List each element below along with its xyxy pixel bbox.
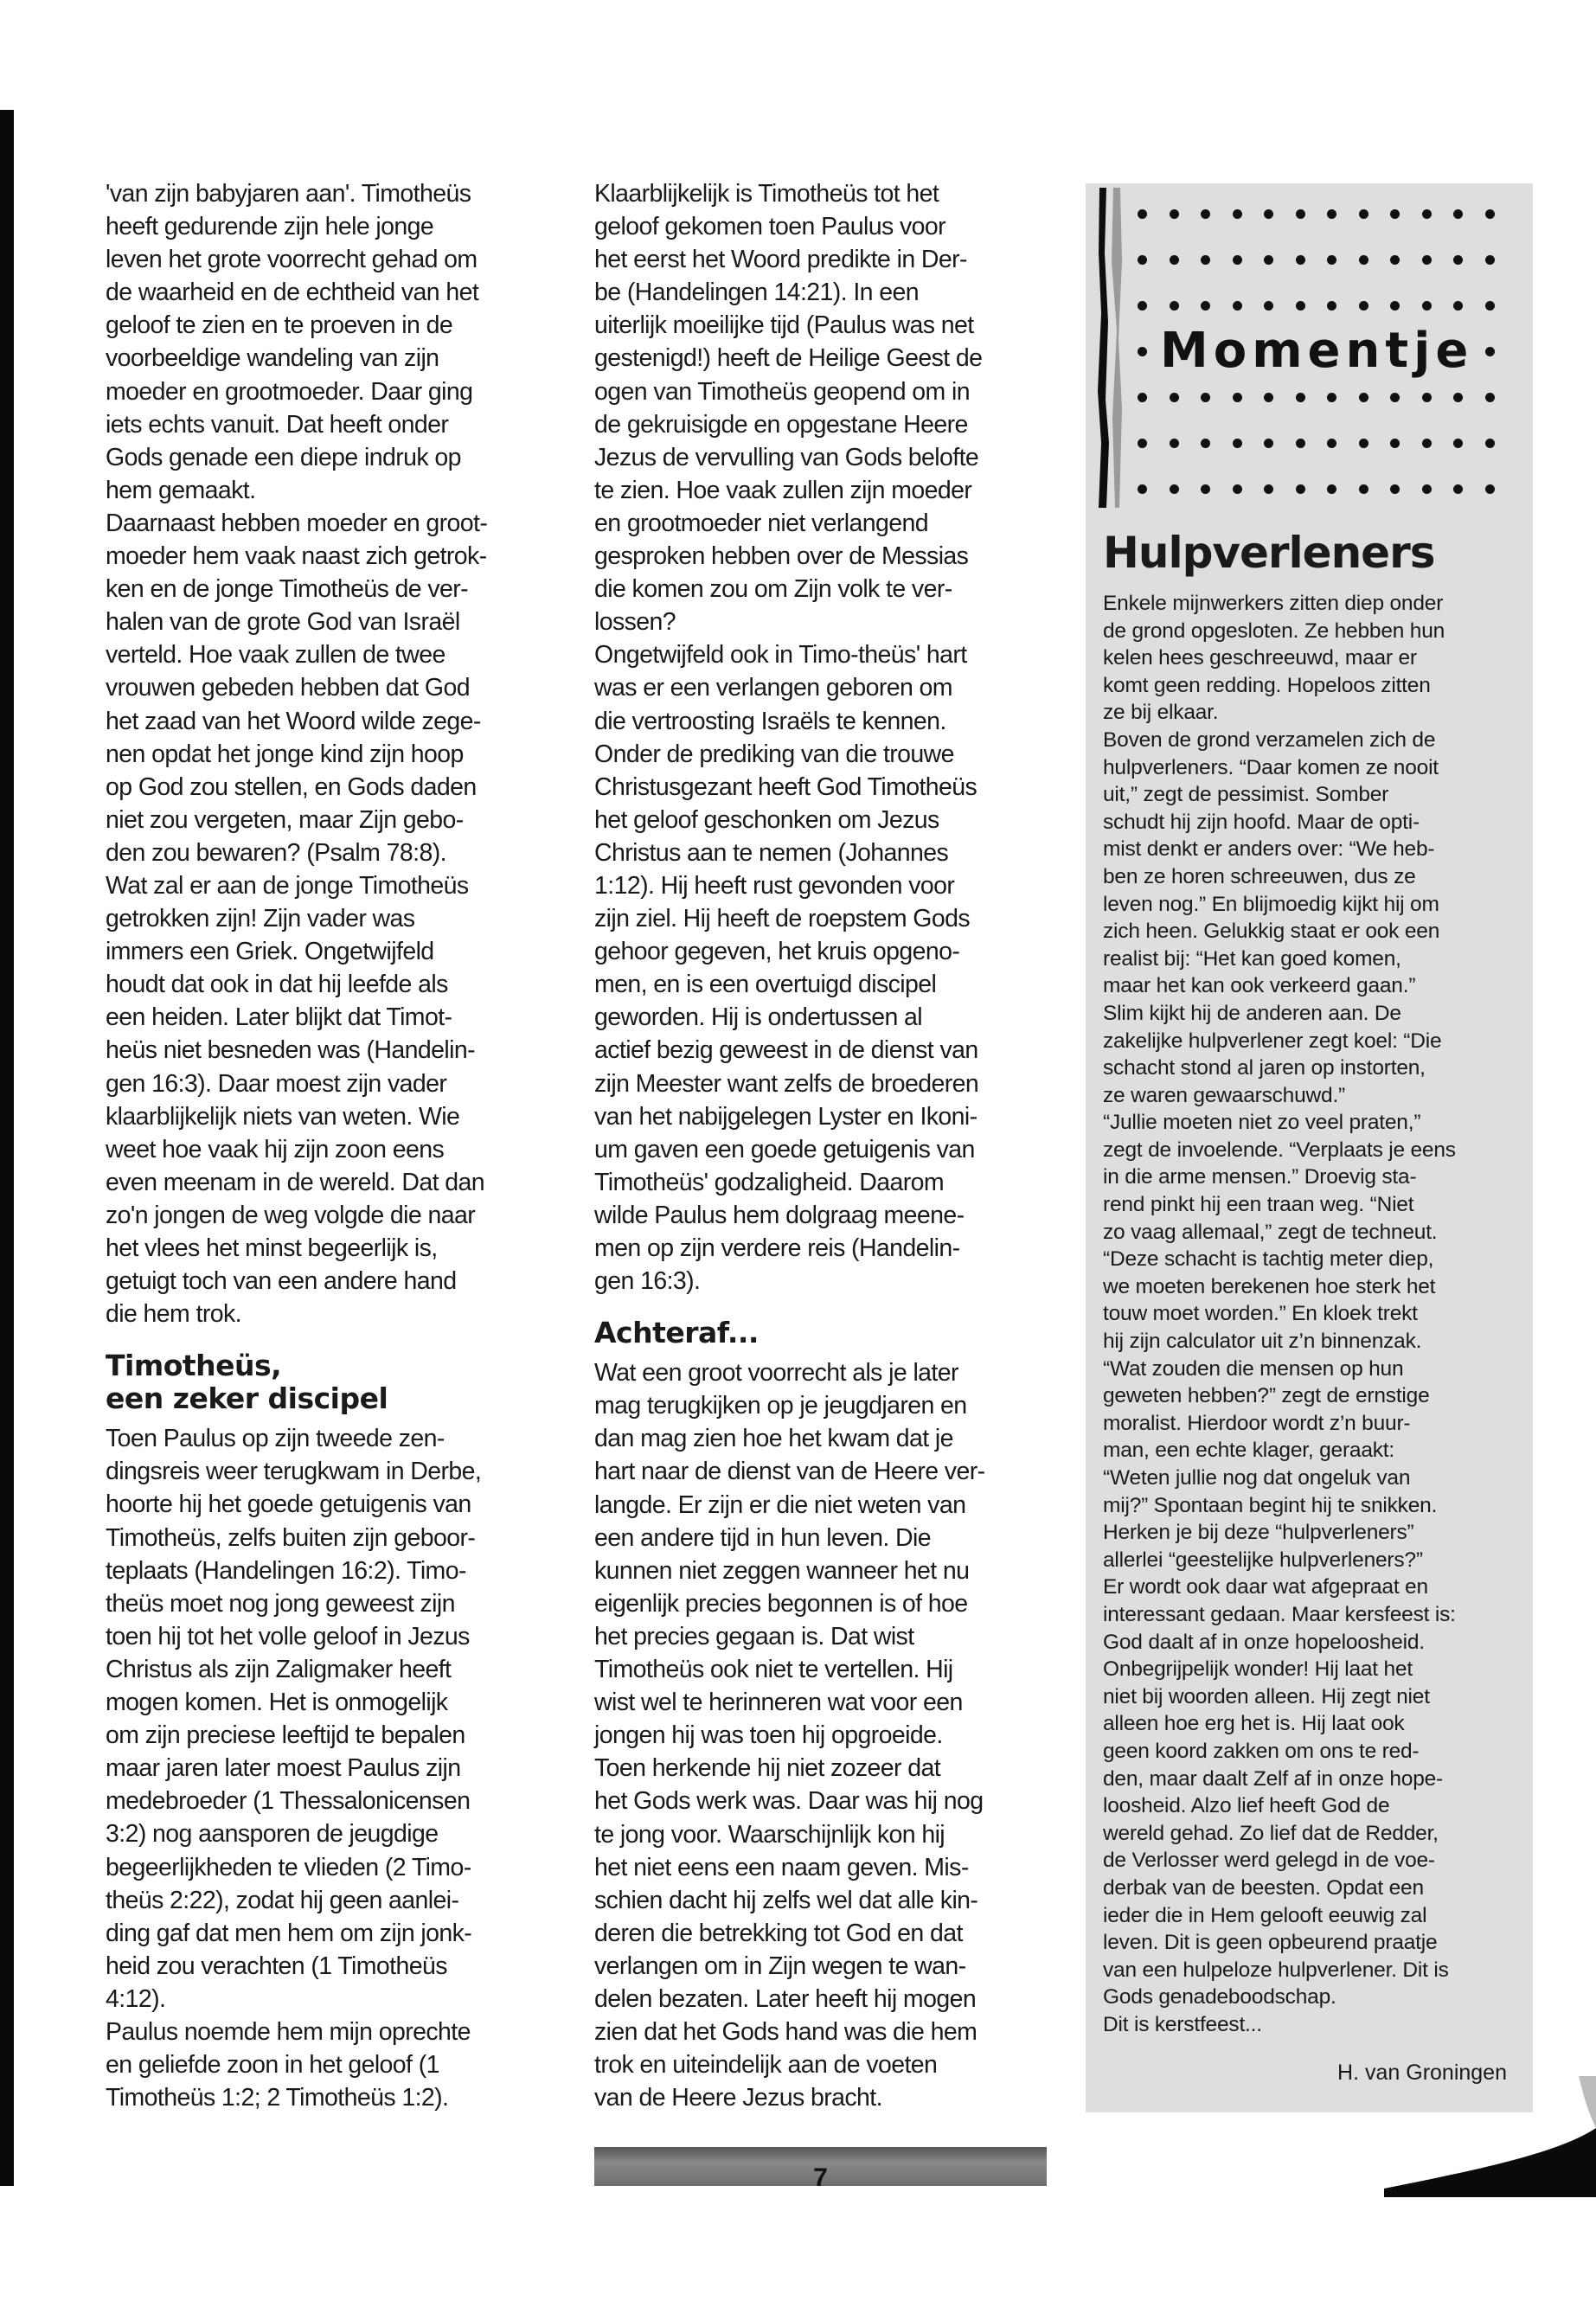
- text-line: langde. Er zijn er die niet weten van: [594, 1490, 966, 1519]
- sidebar-text-line: allerlei “geestelijke hulpverleners?”: [1103, 1548, 1423, 1572]
- dot: [1264, 301, 1273, 311]
- text-line: Toen Paulus op zijn tweede zen-: [106, 1425, 445, 1453]
- sidebar-text-line: “Wat zouden die mensen op hun: [1103, 1356, 1404, 1381]
- dot: [1359, 439, 1368, 448]
- text-line: te jong voor. Waarschijnlijk kon hij: [594, 1820, 945, 1849]
- dot: [1296, 301, 1305, 311]
- text-line: wist wel te herinneren wat voor een: [594, 1689, 963, 1717]
- dot: [1138, 301, 1147, 311]
- text-line: wilde Paulus hem dolgraag meene-: [594, 1201, 965, 1229]
- text-line: Daarnaast hebben moeder en groot-: [106, 509, 488, 537]
- text-line: dingsreis weer terugkwam in Derbe,: [106, 1458, 482, 1486]
- text-line: moeder hem vaak naast zich getrok-: [106, 542, 487, 571]
- text-line: men, en is een overtuigd discipel: [594, 971, 937, 999]
- sidebar-text-line: moralist. Hierdoor wordt z’n buur-: [1103, 1411, 1411, 1435]
- sidebar-text-line: schacht stond al jaren op instorten,: [1103, 1056, 1426, 1080]
- sidebar-text-line: hulpverleners. “Daar komen ze nooit: [1103, 755, 1439, 779]
- dot: [1422, 255, 1432, 265]
- dot: [1485, 301, 1495, 311]
- article-column-2: [594, 177, 1061, 2114]
- dot: [1138, 439, 1147, 448]
- text-line: houdt dat ook in dat hij leefde als: [106, 971, 448, 999]
- text-line: de gekruisigde en opgestane Heere: [594, 410, 968, 439]
- text-line: kunnen niet zeggen wanneer het nu: [594, 1556, 970, 1585]
- sidebar-text-line: Onbegrijpelijk wonder! Hij laat het: [1103, 1657, 1413, 1682]
- text-line: mogen komen. Het is onmogelijk: [106, 1689, 448, 1717]
- sidebar-text-line: geweten hebben?” zegt de ernstige: [1103, 1384, 1430, 1408]
- text-line: halen van de grote God van Israël: [106, 608, 460, 637]
- text-line: hoorte hij het goede getuigenis van: [106, 1490, 471, 1519]
- text-line: theüs 2:22), zodat hij geen aanlei-: [106, 1886, 459, 1914]
- sidebar-text-line: niet bij woorden alleen. Hij zegt niet: [1103, 1684, 1430, 1708]
- text-line: be (Handelingen 14:21). In een: [594, 279, 919, 307]
- text-line: niet zou vergeten, maar Zijn gebo-: [106, 805, 464, 834]
- dot: [1233, 255, 1242, 265]
- dot: [1327, 301, 1336, 311]
- text-line: was er een verlangen geboren om: [594, 674, 952, 702]
- scan-edge-bar: [0, 110, 14, 2186]
- text-line: ding gaf dat men hem om zijn jonk-: [106, 1919, 472, 1947]
- sidebar-text-line: leven nog.” En blijmoedig kijkt hij om: [1103, 892, 1439, 916]
- sidebar-text-line: mist denkt er anders over: “We heb-: [1103, 837, 1435, 862]
- text-line: um gaven een goede getuigenis van: [594, 1135, 975, 1163]
- dot: [1422, 209, 1432, 219]
- text-line: Wat zal er aan de jonge Timotheüs: [106, 871, 469, 900]
- text-line: Jezus de vervulling van Gods belofte: [594, 443, 979, 471]
- text-line: Christus als zijn Zaligmaker heeft: [106, 1655, 452, 1683]
- text-line: hem gemaakt.: [106, 476, 256, 504]
- dot: [1359, 301, 1368, 311]
- text-line: geloof gekomen toen Paulus voor: [594, 213, 946, 241]
- text-line: die komen zou om Zijn volk te ver-: [594, 575, 952, 604]
- sidebar-text-line: den, maar daalt Zelf af in onze hope-: [1103, 1766, 1444, 1791]
- sidebar-text-line: Er wordt ook daar wat afgepraat en: [1103, 1575, 1428, 1599]
- sidebar-text-line: Herken je bij deze “hulpverleners”: [1103, 1521, 1414, 1545]
- sidebar-text-line: ze bij elkaar.: [1103, 701, 1219, 725]
- dot: [1390, 255, 1400, 265]
- text-line: moeder en grootmoeder. Daar ging: [106, 377, 473, 406]
- dot: [1170, 439, 1179, 448]
- brush-stroke-icon: [1096, 183, 1131, 512]
- text-line: zien dat het Gods hand was die hem: [594, 2018, 977, 2047]
- sidebar-text-line: Slim kijkt hij de anderen aan. De: [1103, 1001, 1401, 1025]
- sidebar-text-line: interessant gedaan. Maar kersfeest is:: [1103, 1602, 1456, 1626]
- sidebar-text-line: zegt de invoelende. “Verplaats je eens: [1103, 1138, 1456, 1162]
- dot: [1233, 209, 1242, 219]
- text-line: de waarheid en de echtheid van het: [106, 279, 479, 307]
- sidebar-text-line: mij?” Spontaan begint hij te snikken.: [1103, 1493, 1438, 1517]
- text-line: het eerst het Woord predikte in Der-: [594, 246, 967, 274]
- sidebar-body: [1103, 590, 1456, 2038]
- text-line: lossen?: [594, 608, 676, 637]
- text-line: het vlees het minst begeerlijk is,: [106, 1234, 438, 1262]
- dot: [1359, 255, 1368, 265]
- dot: [1233, 439, 1242, 448]
- dot: [1485, 439, 1495, 448]
- sidebar-text-line: in die arme mensen.” Droevig sta-: [1103, 1165, 1417, 1189]
- author: H. van Groningen: [1337, 2061, 1507, 2085]
- text-line: heüs niet besneden was (Handelin-: [106, 1036, 475, 1065]
- dot: [1201, 393, 1210, 402]
- text-line: zijn ziel. Hij heeft de roepstem Gods: [594, 905, 971, 933]
- dot: [1485, 255, 1495, 265]
- sidebar-text-line: schudt hij zijn hoofd. Maar de opti-: [1103, 810, 1420, 834]
- sidebar-text-line: “Weten jullie nog dat ongeluk van: [1103, 1466, 1411, 1490]
- dot: [1264, 209, 1273, 219]
- sidebar-text-line: Boven de grond verzamelen zich de: [1103, 727, 1436, 752]
- text-line: het niet eens een naam geven. Mis-: [594, 1853, 969, 1881]
- dot: [1138, 484, 1147, 494]
- text-line: Gods genade een diepe indruk op: [106, 443, 461, 471]
- sidebar-text-line: zo vaag allemaal,” zegt de techneut.: [1103, 1220, 1438, 1244]
- dot: [1390, 393, 1400, 402]
- dot: [1327, 439, 1336, 448]
- text-line: en geliefde zoon in het geloof (1: [106, 2051, 439, 2080]
- sidebar-text-line: ze waren gewaarschuwd.”: [1103, 1083, 1346, 1107]
- text-line: een andere tijd in hun leven. Die: [594, 1523, 931, 1552]
- text-line: gehoor gegeven, het kruis opgeno-: [594, 938, 960, 966]
- dot: [1201, 439, 1210, 448]
- sidebar-text-line: uit,” zegt de pessimist. Somber: [1103, 783, 1389, 807]
- dot: [1233, 484, 1242, 494]
- text-line: Timotheüs ook niet te vertellen. Hij: [594, 1656, 953, 1684]
- text-line: 3:2) nog aansporen de jeugdige: [106, 1820, 439, 1849]
- dot: [1327, 209, 1336, 219]
- text-line: Ongetwijfeld ook in Timo-theüs' hart: [594, 641, 967, 670]
- text-line: heeft gedurende zijn hele jonge: [106, 213, 434, 241]
- dot: [1390, 301, 1400, 311]
- sidebar-text-line: “Deze schacht is tachtig meter diep,: [1103, 1247, 1434, 1272]
- section-heading: Timotheüs,: [106, 1349, 282, 1383]
- dot: [1201, 301, 1210, 311]
- dot: [1485, 393, 1495, 402]
- text-line: voorbeeldige wandeling van zijn: [106, 344, 439, 373]
- sidebar-text-line: komt geen redding. Hopeloos zitten: [1103, 673, 1431, 697]
- sidebar-text-line: man, een echte klager, geraakt:: [1103, 1439, 1395, 1463]
- sidebar-text-line: maar het kan ook verkeerd gaan.”: [1103, 974, 1416, 998]
- text-line: getrokken zijn! Zijn vader was: [106, 905, 415, 933]
- sidebar-text-line: Gods genadeboodschap.: [1103, 1985, 1336, 2009]
- text-line: een heiden. Later blijkt dat Timot-: [106, 1003, 452, 1032]
- text-line: zijn Meester want zelfs de broederen: [594, 1069, 979, 1098]
- text-line: getuigt toch van een andere hand: [106, 1267, 457, 1296]
- page-curl-shadow: [1280, 2076, 1596, 2197]
- dot: [1296, 484, 1305, 494]
- dot: [1390, 209, 1400, 219]
- dot: [1170, 255, 1179, 265]
- text-line: nen opdat het jonge kind zijn hoop: [106, 740, 464, 768]
- text-line: Klaarblijkelijk is Timotheüs tot het: [594, 180, 939, 208]
- text-line: het zaad van het Woord wilde zege-: [106, 707, 481, 735]
- dot: [1327, 393, 1336, 402]
- dot: [1264, 255, 1273, 265]
- text-line: die hem trok.: [106, 1300, 241, 1329]
- sidebar-text-line: derbak van de beesten. Opdat een: [1103, 1875, 1424, 1900]
- sidebar-text-line: wereld gehad. Zo lief dat de Redder,: [1103, 1821, 1439, 1845]
- text-line: 'van zijn babyjaren aan'. Timotheüs: [106, 180, 471, 208]
- text-line: iets echts vanuit. Dat heeft onder: [106, 410, 449, 439]
- text-line: schien dacht hij zelfs wel dat alle kin-: [594, 1886, 978, 1914]
- text-line: Timotheüs 1:2; 2 Timotheüs 1:2).: [106, 2084, 449, 2112]
- dot: [1485, 209, 1495, 219]
- dot: [1138, 393, 1147, 402]
- sidebar-text-line: geen koord zakken om ons te red-: [1103, 1739, 1420, 1763]
- section-kicker: Momentje: [1155, 324, 1478, 379]
- article-column-1: [106, 177, 573, 2114]
- section-heading: Achteraf...: [594, 1316, 759, 1350]
- text-line: zo'n jongen de weg volgde die naar: [106, 1201, 476, 1229]
- text-line: 1:12). Hij heeft rust gevonden voor: [594, 871, 955, 900]
- text-line: even meenam in de wereld. Dat dan: [106, 1168, 485, 1196]
- section-heading: een zeker discipel: [106, 1381, 388, 1416]
- dot: [1138, 209, 1147, 219]
- dot: [1138, 255, 1147, 265]
- text-line: toen hij tot het volle geloof in Jezus: [106, 1622, 470, 1650]
- dot: [1453, 439, 1463, 448]
- text-line: begeerlijkheden te vlieden (2 Timo-: [106, 1853, 471, 1881]
- text-line: medebroeder (1 Thessalonicensen: [106, 1787, 471, 1816]
- dot: [1296, 439, 1305, 448]
- dot: [1264, 439, 1273, 448]
- text-line: van het nabijgelegen Lyster en Ikoni-: [594, 1102, 977, 1131]
- sidebar-text-line: de grond opgesloten. Ze hebben hun: [1103, 619, 1445, 643]
- text-line: verlangen om in Zijn wegen te wan-: [594, 1952, 966, 1980]
- dot: [1264, 484, 1273, 494]
- text-line: heid zou verachten (1 Timotheüs: [106, 1952, 447, 1980]
- text-line: eigenlijk precies begonnen is of hoe: [594, 1589, 968, 1618]
- dot: [1296, 255, 1305, 265]
- sidebar-text-line: hij zijn calculator uit z’n binnenzak.: [1103, 1330, 1422, 1354]
- text-line: te zien. Hoe vaak zullen zijn moeder: [594, 476, 972, 504]
- sidebar-text-line: we moeten berekenen hoe sterk het: [1103, 1274, 1436, 1298]
- text-line: klaarblijkelijk niets van weten. Wie: [106, 1102, 460, 1131]
- text-line: jongen hij was toen hij opgroeide.: [594, 1721, 943, 1750]
- sidebar-text-line: “Jullie moeten niet zo veel praten,”: [1103, 1111, 1421, 1135]
- text-line: die vertroosting Israëls te kennen.: [594, 707, 946, 735]
- dot: [1390, 439, 1400, 448]
- dot: [1453, 255, 1463, 265]
- text-line: het geloof geschonken om Jezus: [594, 805, 939, 834]
- text-line: theüs moet nog jong geweest zijn: [106, 1589, 455, 1618]
- dot: [1233, 393, 1242, 402]
- sidebar-text-line: Enkele mijnwerkers zitten diep onder: [1103, 592, 1444, 615]
- sidebar-text-line: leven. Dit is geen opbeurend praatje: [1103, 1931, 1438, 1955]
- text-line: den zou bewaren? (Psalm 78:8).: [106, 838, 446, 867]
- text-line: verteld. Hoe vaak zullen de twee: [106, 641, 445, 670]
- text-line: mag terugkijken op je jeugdjaren en: [594, 1392, 967, 1420]
- dot: [1170, 393, 1179, 402]
- text-line: leven het grote voorrecht gehad om: [106, 246, 478, 274]
- text-line: en grootmoeder niet verlangend: [594, 509, 929, 537]
- dot: [1453, 301, 1463, 311]
- dot: [1359, 209, 1368, 219]
- text-line: gesproken hebben over de Messias: [594, 542, 969, 571]
- text-line: uiterlijk moeilijke tijd (Paulus was net: [594, 311, 974, 340]
- text-line: immers een Griek. Ongetwijfeld: [106, 938, 434, 966]
- text-line: van de Heere Jezus bracht.: [594, 2084, 882, 2112]
- text-line: Timotheüs, zelfs buiten zijn geboor-: [106, 1523, 476, 1552]
- dot: [1390, 484, 1400, 494]
- dot: [1201, 255, 1210, 265]
- sidebar-title: Hulpverleners: [1103, 528, 1435, 578]
- sidebar-text-line: zakelijke hulpverlener zegt koel: “Die: [1103, 1029, 1442, 1053]
- sidebar-text-line: ieder die in Hem gelooft eeuwig zal: [1103, 1903, 1427, 1927]
- text-line: Toen herkende hij niet zozeer dat: [594, 1754, 941, 1783]
- text-line: ken en de jonge Timotheüs de ver-: [106, 575, 469, 604]
- text-line: geworden. Hij is ondertussen al: [594, 1003, 923, 1032]
- sidebar-text-line: God daalt af in onze hopeloosheid.: [1103, 1630, 1425, 1654]
- text-line: geloof te zien en te proeven in de: [106, 311, 453, 340]
- sidebar-text-line: loosheid. Alzo lief heeft God de: [1103, 1794, 1390, 1818]
- sidebar-text-line: alleen hoe erg het is. Hij laat ook: [1103, 1712, 1405, 1736]
- dot: [1264, 393, 1273, 402]
- dot: [1327, 484, 1336, 494]
- dot: [1296, 393, 1305, 402]
- dot: [1170, 301, 1179, 311]
- dot: [1138, 347, 1147, 356]
- text-line: vrouwen gebeden hebben dat God: [106, 674, 470, 702]
- sidebar-text-line: ben ze horen schreeuwen, dus ze: [1103, 864, 1416, 888]
- text-line: dan mag zien hoe het kwam dat je: [594, 1425, 953, 1453]
- sidebar-text-line: realist bij: “Het kan goed komen,: [1103, 946, 1401, 971]
- text-line: hart naar de dienst van de Heere ver-: [594, 1458, 985, 1486]
- dot: [1359, 393, 1368, 402]
- dot: [1359, 484, 1368, 494]
- page-number: 7: [813, 2163, 828, 2186]
- dot: [1453, 393, 1463, 402]
- sidebar-text-line: van een hulpeloze hulpverlener. Dit is: [1103, 1958, 1449, 1982]
- dot: [1233, 301, 1242, 311]
- dot: [1422, 439, 1432, 448]
- text-line: Wat een groot voorrecht als je later: [594, 1359, 958, 1388]
- momentje-sidebar: [1086, 183, 1533, 2112]
- dot: [1201, 209, 1210, 219]
- dot: [1453, 484, 1463, 494]
- text-line: op God zou stellen, en Gods daden: [106, 772, 477, 801]
- text-line: ogen van Timotheüs geopend om in: [594, 377, 970, 406]
- text-line: deren die betrekking tot God en dat: [594, 1919, 963, 1947]
- text-line: 4:12).: [106, 1984, 166, 2013]
- dot: [1485, 484, 1495, 494]
- text-line: gen 16:3).: [594, 1267, 701, 1296]
- text-line: Timotheüs' godzaligheid. Daarom: [594, 1168, 945, 1196]
- sidebar-text-line: rend pinkt hij een traan weg. “Niet: [1103, 1193, 1414, 1217]
- dot: [1201, 484, 1210, 494]
- sidebar-text-line: de Verlosser werd gelegd in de voe-: [1103, 1849, 1435, 1873]
- text-line: om zijn preciese leeftijd te bepalen: [106, 1721, 465, 1750]
- text-line: actief bezig geweest in de dienst van: [594, 1036, 978, 1065]
- dot: [1422, 393, 1432, 402]
- text-line: Onder de prediking van die trouwe: [594, 740, 954, 768]
- text-line: gen 16:3). Daar moest zijn vader: [106, 1069, 447, 1098]
- text-line: teplaats (Handelingen 16:2). Timo-: [106, 1556, 466, 1585]
- dot: [1327, 255, 1336, 265]
- text-line: Christus aan te nemen (Johannes: [594, 838, 949, 867]
- text-line: het precies gegaan is. Dat wist: [594, 1622, 914, 1650]
- text-line: Christusgezant heeft God Timotheüs: [594, 772, 977, 801]
- dot: [1170, 484, 1179, 494]
- dot: [1296, 209, 1305, 219]
- text-line: trok en uiteindelijk aan de voeten: [594, 2051, 938, 2080]
- text-line: het Gods werk was. Daar was hij nog: [594, 1787, 984, 1816]
- dot: [1422, 301, 1432, 311]
- text-line: weet hoe vaak hij zijn zoon eens: [106, 1135, 445, 1163]
- dot: [1170, 209, 1179, 219]
- dot: [1485, 347, 1495, 356]
- sidebar-text-line: zich heen. Gelukkig staat er ook een: [1103, 920, 1440, 944]
- sidebar-text-line: kelen hees geschreeuwd, maar er: [1103, 646, 1417, 670]
- sidebar-text-line: Dit is kerstfeest...: [1103, 2012, 1262, 2036]
- dot: [1453, 209, 1463, 219]
- text-line: maar jaren later moest Paulus zijn: [106, 1754, 461, 1783]
- text-line: Paulus noemde hem mijn oprechte: [106, 2017, 471, 2046]
- page-number-bar: [594, 2147, 1047, 2186]
- text-line: gestenigd!) heeft de Heilige Geest de: [594, 344, 983, 373]
- text-line: delen bezaten. Later heeft hij mogen: [594, 1984, 977, 2013]
- sidebar-text-line: touw moet worden.” En kloek trekt: [1103, 1302, 1418, 1326]
- text-line: men op zijn verdere reis (Handelin-: [594, 1234, 960, 1262]
- dot: [1422, 484, 1432, 494]
